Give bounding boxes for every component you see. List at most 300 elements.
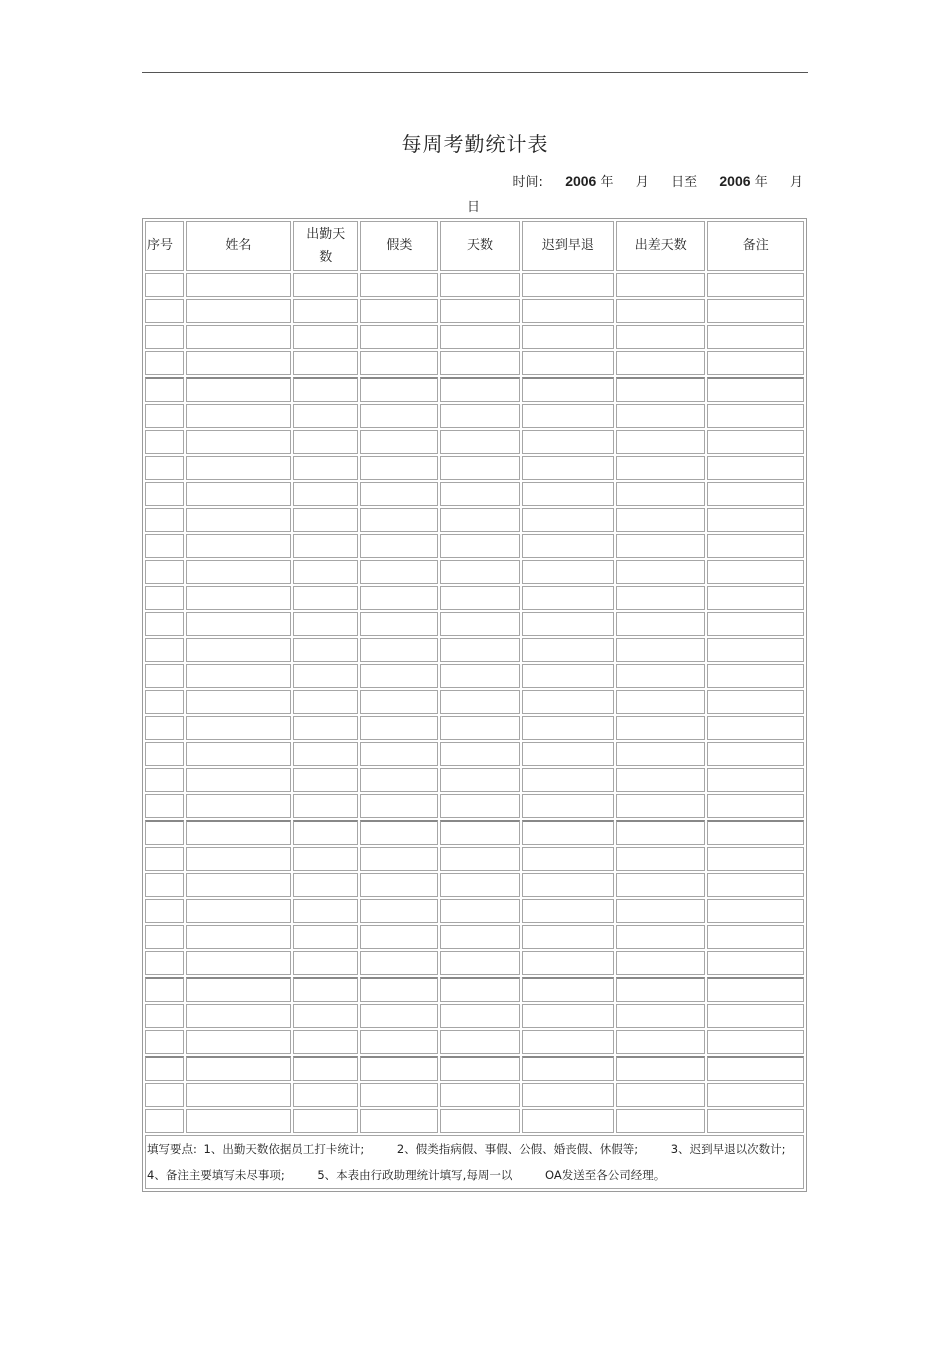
cell-remarks[interactable] [707, 977, 804, 1002]
note-5-tail: OA发送至各公司经理。 [545, 1168, 666, 1182]
cell-days[interactable] [440, 664, 519, 688]
cell-days[interactable] [440, 638, 519, 662]
cell-leave-type[interactable] [360, 951, 438, 975]
cell-attendance-days[interactable] [293, 1056, 358, 1081]
cell-business-trip-days[interactable] [616, 690, 705, 714]
cell-late-early[interactable] [522, 664, 614, 688]
cell-late-early[interactable] [522, 977, 614, 1002]
cell-business-trip-days[interactable] [616, 299, 705, 323]
cell-late-early[interactable] [522, 847, 614, 871]
cell-leave-type[interactable] [360, 716, 438, 740]
cell-days[interactable] [440, 847, 519, 871]
cell-leave-type[interactable] [360, 612, 438, 636]
cell-remarks[interactable] [707, 820, 804, 845]
cell-days[interactable] [440, 1083, 519, 1107]
header-rule [142, 72, 808, 73]
cell-attendance-days[interactable] [293, 1083, 358, 1107]
cell-attendance-days[interactable] [293, 847, 358, 871]
cell-attendance-days[interactable] [293, 820, 358, 845]
cell-leave-type[interactable] [360, 456, 438, 480]
cell-index[interactable] [145, 377, 184, 402]
cell-business-trip-days[interactable] [616, 977, 705, 1002]
cell-leave-type[interactable] [360, 430, 438, 454]
cell-days[interactable] [440, 899, 519, 923]
cell-index[interactable] [145, 638, 184, 662]
cell-days[interactable] [440, 377, 519, 402]
cell-remarks[interactable] [707, 456, 804, 480]
cell-days[interactable] [440, 925, 519, 949]
cell-late-early[interactable] [522, 430, 614, 454]
cell-attendance-days[interactable] [293, 638, 358, 662]
cell-remarks[interactable] [707, 690, 804, 714]
cell-days[interactable] [440, 1030, 519, 1054]
cell-leave-type[interactable] [360, 664, 438, 688]
cell-index[interactable] [145, 690, 184, 714]
cell-attendance-days[interactable] [293, 768, 358, 792]
cell-late-early[interactable] [522, 586, 614, 610]
cell-business-trip-days[interactable] [616, 638, 705, 662]
cell-remarks[interactable] [707, 482, 804, 506]
cell-days[interactable] [440, 873, 519, 897]
cell-attendance-days[interactable] [293, 377, 358, 402]
cell-remarks[interactable] [707, 560, 804, 584]
cell-leave-type[interactable] [360, 1083, 438, 1107]
cell-leave-type[interactable] [360, 794, 438, 818]
cell-name[interactable] [186, 1056, 292, 1081]
cell-name[interactable] [186, 820, 292, 845]
cell-name[interactable] [186, 404, 292, 428]
table-body [145, 273, 804, 1189]
cell-remarks[interactable] [707, 299, 804, 323]
cell-attendance-days[interactable] [293, 925, 358, 949]
cell-days[interactable] [440, 612, 519, 636]
cell-name[interactable] [186, 768, 292, 792]
cell-name[interactable] [186, 925, 292, 949]
cell-index[interactable] [145, 664, 184, 688]
cell-name[interactable] [186, 638, 292, 662]
cell-late-early[interactable] [522, 794, 614, 818]
cell-late-early[interactable] [522, 820, 614, 845]
cell-attendance-days[interactable] [293, 456, 358, 480]
table-row [145, 716, 804, 740]
cell-late-early[interactable] [522, 1083, 614, 1107]
cell-leave-type[interactable] [360, 742, 438, 766]
cell-remarks[interactable] [707, 612, 804, 636]
cell-name[interactable] [186, 299, 292, 323]
cell-remarks[interactable] [707, 638, 804, 662]
header-attendance-days: 出勤天数 [293, 221, 358, 271]
cell-days[interactable] [440, 560, 519, 584]
cell-business-trip-days[interactable] [616, 1083, 705, 1107]
cell-days[interactable] [440, 404, 519, 428]
cell-attendance-days[interactable] [293, 664, 358, 688]
cell-days[interactable] [440, 1056, 519, 1081]
cell-leave-type[interactable] [360, 690, 438, 714]
cell-days[interactable] [440, 508, 519, 532]
cell-attendance-days[interactable] [293, 534, 358, 558]
cell-leave-type[interactable] [360, 404, 438, 428]
month-unit-start: 月 [635, 175, 649, 190]
cell-name[interactable] [186, 377, 292, 402]
cell-late-early[interactable] [522, 742, 614, 766]
cell-late-early[interactable] [522, 534, 614, 558]
cell-business-trip-days[interactable] [616, 820, 705, 845]
cell-leave-type[interactable] [360, 925, 438, 949]
cell-index[interactable] [145, 951, 184, 975]
cell-business-trip-days[interactable] [616, 716, 705, 740]
cell-days[interactable] [440, 951, 519, 975]
cell-business-trip-days[interactable] [616, 377, 705, 402]
cell-business-trip-days[interactable] [616, 404, 705, 428]
date-label: 时间: [512, 175, 543, 190]
cell-late-early[interactable] [522, 560, 614, 584]
cell-attendance-days[interactable] [293, 482, 358, 506]
cell-late-early[interactable] [522, 1109, 614, 1133]
cell-business-trip-days[interactable] [616, 482, 705, 506]
cell-days[interactable] [440, 768, 519, 792]
cell-leave-type[interactable] [360, 586, 438, 610]
table-row [145, 1083, 804, 1107]
cell-business-trip-days[interactable] [616, 586, 705, 610]
cell-index[interactable] [145, 742, 184, 766]
cell-days[interactable] [440, 820, 519, 845]
cell-late-early[interactable] [522, 1030, 614, 1054]
table-row [145, 951, 804, 975]
cell-leave-type[interactable] [360, 638, 438, 662]
table-row [145, 430, 804, 454]
cell-index[interactable] [145, 456, 184, 480]
cell-attendance-days[interactable] [293, 430, 358, 454]
cell-index[interactable] [145, 820, 184, 845]
cell-attendance-days[interactable] [293, 612, 358, 636]
cell-attendance-days[interactable] [293, 794, 358, 818]
cell-index[interactable] [145, 1056, 184, 1081]
cell-days[interactable] [440, 1109, 519, 1133]
cell-name[interactable] [186, 534, 292, 558]
cell-attendance-days[interactable] [293, 1109, 358, 1133]
table-row [145, 534, 804, 558]
cell-remarks[interactable] [707, 508, 804, 532]
cell-index[interactable] [145, 560, 184, 584]
cell-name[interactable] [186, 508, 292, 532]
cell-leave-type[interactable] [360, 977, 438, 1002]
cell-late-early[interactable] [522, 1004, 614, 1028]
header-late-early: 迟到早退 [522, 221, 614, 271]
cell-attendance-days[interactable] [293, 508, 358, 532]
cell-remarks[interactable] [707, 1083, 804, 1107]
cell-remarks[interactable] [707, 404, 804, 428]
cell-late-early[interactable] [522, 404, 614, 428]
cell-business-trip-days[interactable] [616, 1109, 705, 1133]
cell-leave-type[interactable] [360, 482, 438, 506]
cell-name[interactable] [186, 325, 292, 349]
cell-days[interactable] [440, 325, 519, 349]
cell-index[interactable] [145, 351, 184, 375]
cell-days[interactable] [440, 1004, 519, 1028]
cell-index[interactable] [145, 977, 184, 1002]
cell-index[interactable] [145, 925, 184, 949]
cell-index[interactable] [145, 325, 184, 349]
cell-name[interactable] [186, 351, 292, 375]
cell-leave-type[interactable] [360, 899, 438, 923]
cell-leave-type[interactable] [360, 1056, 438, 1081]
cell-remarks[interactable] [707, 899, 804, 923]
cell-leave-type[interactable] [360, 1004, 438, 1028]
cell-business-trip-days[interactable] [616, 664, 705, 688]
cell-remarks[interactable] [707, 1056, 804, 1081]
cell-name[interactable] [186, 430, 292, 454]
table-row [145, 508, 804, 532]
cell-attendance-days[interactable] [293, 977, 358, 1002]
cell-late-early[interactable] [522, 768, 614, 792]
table-row [145, 325, 804, 349]
cell-attendance-days[interactable] [293, 404, 358, 428]
table-row [145, 1056, 804, 1081]
cell-name[interactable] [186, 794, 292, 818]
cell-late-early[interactable] [522, 299, 614, 323]
cell-leave-type[interactable] [360, 299, 438, 323]
cell-days[interactable] [440, 482, 519, 506]
cell-remarks[interactable] [707, 664, 804, 688]
cell-name[interactable] [186, 742, 292, 766]
cell-business-trip-days[interactable] [616, 612, 705, 636]
cell-late-early[interactable] [522, 716, 614, 740]
cell-leave-type[interactable] [360, 820, 438, 845]
cell-index[interactable] [145, 873, 184, 897]
cell-attendance-days[interactable] [293, 560, 358, 584]
cell-late-early[interactable] [522, 638, 614, 662]
cell-index[interactable] [145, 794, 184, 818]
cell-days[interactable] [440, 794, 519, 818]
cell-business-trip-days[interactable] [616, 847, 705, 871]
cell-remarks[interactable] [707, 768, 804, 792]
cell-attendance-days[interactable] [293, 742, 358, 766]
cell-business-trip-days[interactable] [616, 325, 705, 349]
cell-business-trip-days[interactable] [616, 351, 705, 375]
cell-attendance-days[interactable] [293, 1030, 358, 1054]
table-row [145, 820, 804, 845]
cell-days[interactable] [440, 351, 519, 375]
header-row [145, 221, 804, 271]
cell-name[interactable] [186, 1030, 292, 1054]
note-2: 2、假类指病假、事假、公假、婚丧假、休假等; [396, 1142, 639, 1156]
cell-name[interactable] [186, 1083, 292, 1107]
note-3: 3、迟到早退以次数计; [670, 1142, 786, 1156]
cell-index[interactable] [145, 1109, 184, 1133]
cell-index[interactable] [145, 899, 184, 923]
cell-attendance-days[interactable] [293, 716, 358, 740]
cell-leave-type[interactable] [360, 377, 438, 402]
cell-name[interactable] [186, 690, 292, 714]
cell-index[interactable] [145, 273, 184, 297]
cell-business-trip-days[interactable] [616, 1004, 705, 1028]
cell-business-trip-days[interactable] [616, 951, 705, 975]
cell-days[interactable] [440, 299, 519, 323]
cell-late-early[interactable] [522, 482, 614, 506]
cell-index[interactable] [145, 482, 184, 506]
table-row [145, 742, 804, 766]
cell-late-early[interactable] [522, 925, 614, 949]
cell-late-early[interactable] [522, 873, 614, 897]
year-unit-start: 年 [600, 175, 614, 190]
cell-remarks[interactable] [707, 430, 804, 454]
cell-late-early[interactable] [522, 377, 614, 402]
cell-attendance-days[interactable] [293, 873, 358, 897]
cell-attendance-days[interactable] [293, 273, 358, 297]
cell-name[interactable] [186, 847, 292, 871]
cell-name[interactable] [186, 1004, 292, 1028]
cell-days[interactable] [440, 456, 519, 480]
cell-leave-type[interactable] [360, 508, 438, 532]
cell-name[interactable] [186, 716, 292, 740]
cell-remarks[interactable] [707, 873, 804, 897]
cell-business-trip-days[interactable] [616, 1030, 705, 1054]
cell-remarks[interactable] [707, 1004, 804, 1028]
cell-name[interactable] [186, 899, 292, 923]
cell-leave-type[interactable] [360, 873, 438, 897]
cell-days[interactable] [440, 586, 519, 610]
cell-remarks[interactable] [707, 1030, 804, 1054]
cell-remarks[interactable] [707, 794, 804, 818]
cell-days[interactable] [440, 534, 519, 558]
cell-index[interactable] [145, 847, 184, 871]
cell-name[interactable] [186, 873, 292, 897]
cell-late-early[interactable] [522, 325, 614, 349]
cell-business-trip-days[interactable] [616, 1056, 705, 1081]
cell-days[interactable] [440, 690, 519, 714]
cell-leave-type[interactable] [360, 560, 438, 584]
cell-business-trip-days[interactable] [616, 899, 705, 923]
cell-remarks[interactable] [707, 742, 804, 766]
cell-attendance-days[interactable] [293, 325, 358, 349]
cell-leave-type[interactable] [360, 273, 438, 297]
cell-attendance-days[interactable] [293, 351, 358, 375]
cell-leave-type[interactable] [360, 1030, 438, 1054]
cell-attendance-days[interactable] [293, 951, 358, 975]
cell-business-trip-days[interactable] [616, 534, 705, 558]
cell-index[interactable] [145, 508, 184, 532]
header-index: 序号 [145, 221, 184, 271]
cell-late-early[interactable] [522, 899, 614, 923]
date-range-line [142, 171, 803, 190]
cell-business-trip-days[interactable] [616, 768, 705, 792]
cell-late-early[interactable] [522, 1056, 614, 1081]
cell-business-trip-days[interactable] [616, 508, 705, 532]
cell-days[interactable] [440, 273, 519, 297]
cell-late-early[interactable] [522, 612, 614, 636]
cell-remarks[interactable] [707, 925, 804, 949]
cell-leave-type[interactable] [360, 847, 438, 871]
cell-index[interactable] [145, 534, 184, 558]
table-row [145, 273, 804, 297]
cell-late-early[interactable] [522, 508, 614, 532]
cell-name[interactable] [186, 586, 292, 610]
cell-business-trip-days[interactable] [616, 456, 705, 480]
cell-leave-type[interactable] [360, 325, 438, 349]
cell-leave-type[interactable] [360, 768, 438, 792]
cell-days[interactable] [440, 716, 519, 740]
cell-business-trip-days[interactable] [616, 560, 705, 584]
cell-attendance-days[interactable] [293, 586, 358, 610]
cell-name[interactable] [186, 612, 292, 636]
cell-name[interactable] [186, 560, 292, 584]
cell-index[interactable] [145, 612, 184, 636]
cell-index[interactable] [145, 586, 184, 610]
cell-remarks[interactable] [707, 586, 804, 610]
cell-late-early[interactable] [522, 273, 614, 297]
cell-remarks[interactable] [707, 951, 804, 975]
cell-days[interactable] [440, 977, 519, 1002]
cell-late-early[interactable] [522, 351, 614, 375]
end-year: 2006 [719, 173, 751, 189]
cell-index[interactable] [145, 1083, 184, 1107]
cell-remarks[interactable] [707, 273, 804, 297]
cell-remarks[interactable] [707, 716, 804, 740]
note-5: 5、本表由行政助理统计填写,每周一以 [317, 1168, 513, 1182]
cell-index[interactable] [145, 1004, 184, 1028]
cell-business-trip-days[interactable] [616, 873, 705, 897]
table-row [145, 482, 804, 506]
cell-remarks[interactable] [707, 847, 804, 871]
cell-index[interactable] [145, 404, 184, 428]
cell-late-early[interactable] [522, 951, 614, 975]
cell-late-early[interactable] [522, 690, 614, 714]
cell-name[interactable] [186, 977, 292, 1002]
cell-remarks[interactable] [707, 534, 804, 558]
cell-remarks[interactable] [707, 377, 804, 402]
cell-business-trip-days[interactable] [616, 742, 705, 766]
table-row [145, 299, 804, 323]
cell-remarks[interactable] [707, 351, 804, 375]
cell-name[interactable] [186, 456, 292, 480]
table-row [145, 1030, 804, 1054]
cell-name[interactable] [186, 664, 292, 688]
cell-business-trip-days[interactable] [616, 925, 705, 949]
cell-attendance-days[interactable] [293, 899, 358, 923]
cell-name[interactable] [186, 1109, 292, 1133]
cell-index[interactable] [145, 299, 184, 323]
table-row [145, 690, 804, 714]
cell-attendance-days[interactable] [293, 690, 358, 714]
cell-days[interactable] [440, 742, 519, 766]
cell-name[interactable] [186, 273, 292, 297]
header-name: 姓名 [186, 221, 292, 271]
cell-remarks[interactable] [707, 1109, 804, 1133]
year-unit-end: 年 [754, 175, 768, 190]
cell-remarks[interactable] [707, 325, 804, 349]
cell-index[interactable] [145, 716, 184, 740]
cell-index[interactable] [145, 768, 184, 792]
cell-index[interactable] [145, 1030, 184, 1054]
cell-leave-type[interactable] [360, 534, 438, 558]
notes-lead: 填写要点: [147, 1142, 197, 1156]
table-row [145, 586, 804, 610]
cell-attendance-days[interactable] [293, 1004, 358, 1028]
cell-business-trip-days[interactable] [616, 273, 705, 297]
cell-attendance-days[interactable] [293, 299, 358, 323]
cell-name[interactable] [186, 951, 292, 975]
cell-name[interactable] [186, 482, 292, 506]
table-row [145, 977, 804, 1002]
cell-business-trip-days[interactable] [616, 794, 705, 818]
cell-business-trip-days[interactable] [616, 430, 705, 454]
cell-leave-type[interactable] [360, 351, 438, 375]
table-row [145, 925, 804, 949]
cell-index[interactable] [145, 430, 184, 454]
cell-leave-type[interactable] [360, 1109, 438, 1133]
cell-late-early[interactable] [522, 456, 614, 480]
cell-days[interactable] [440, 430, 519, 454]
